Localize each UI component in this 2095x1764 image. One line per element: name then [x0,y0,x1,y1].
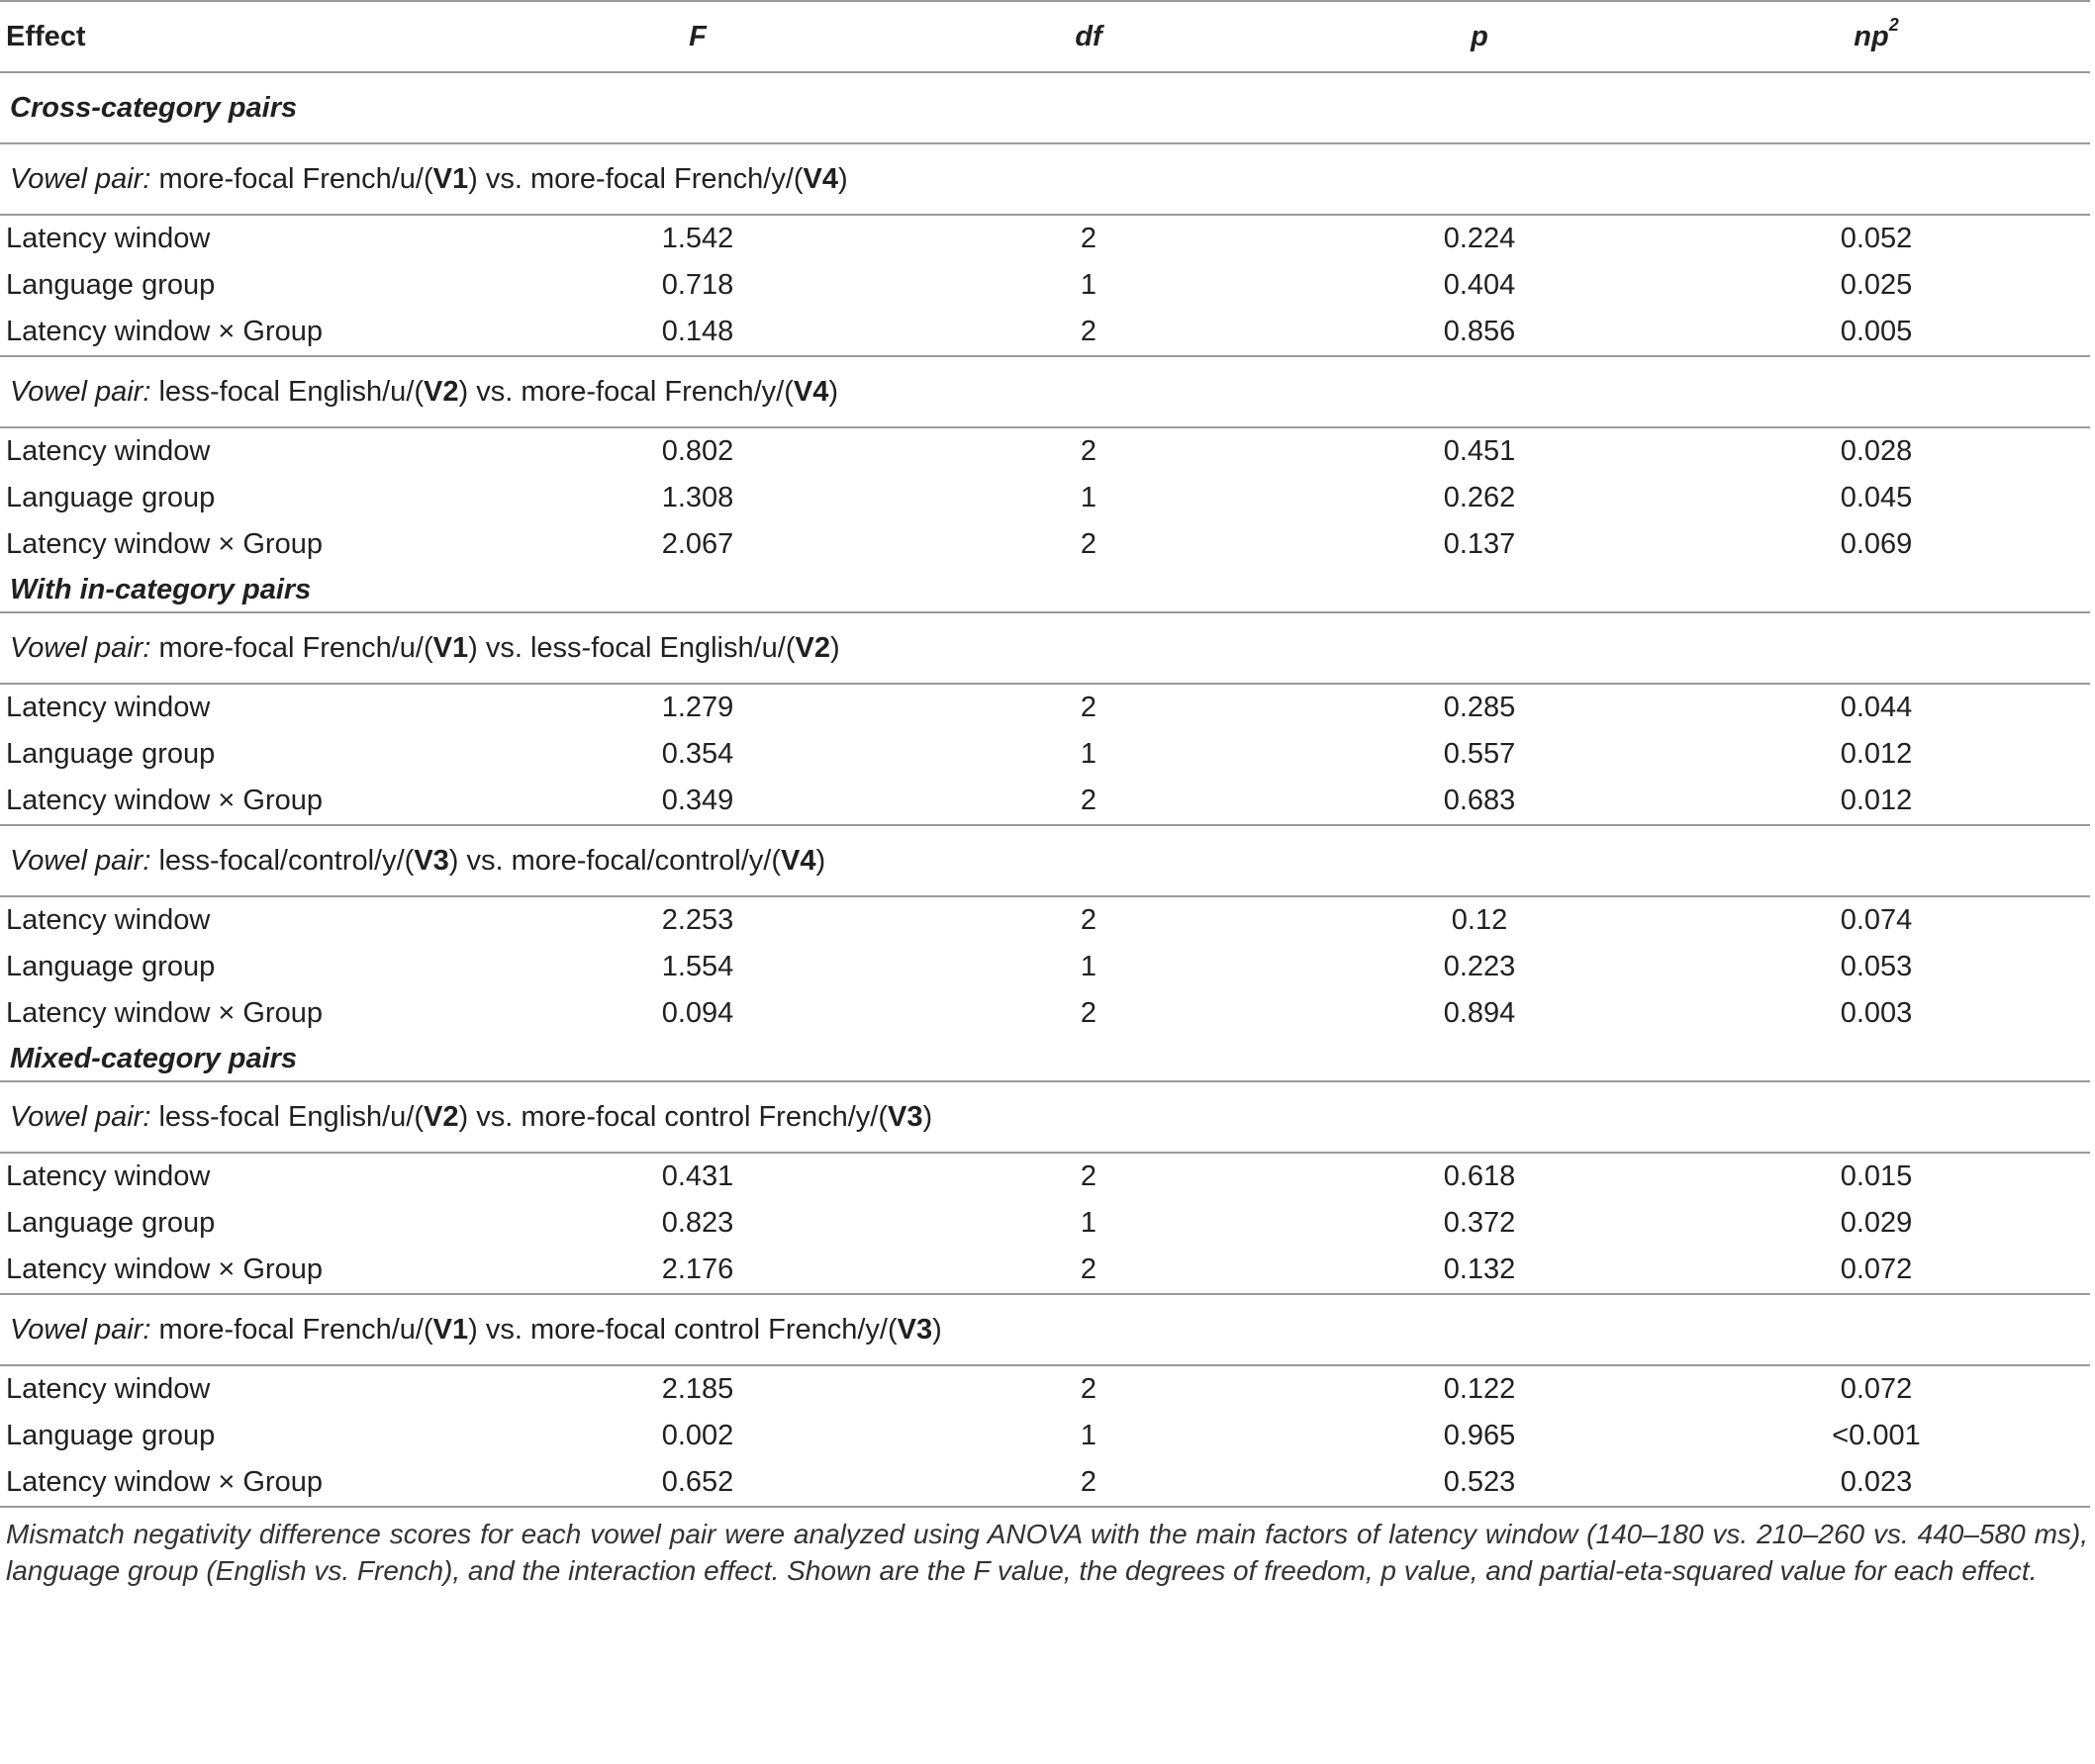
vowel-code: V1 [432,1313,469,1346]
table-footnote: Mismatch negativity difference scores for each vowel pair were analyzed using ANOVA with the main factors of latency window (140–180 vs. 210–260 vs. 440–580 ms), language group (English vs. French), and the interaction effect. Shown are the F value, the degrees of freedom, p value, and partial-eta-squared value for each effect. [6,1519,2088,1586]
vowel-code: V2 [424,1100,459,1133]
cell-f: 1.279 [661,692,734,723]
cell-f: 2.176 [661,1253,734,1285]
vowel-pair-text: ) [838,162,848,195]
vowel-pair-text: ) [828,375,839,408]
section-row [0,1037,2090,1081]
vowel-pair-text: ) vs. more-focal French/y/( [468,162,804,195]
vowel-pair-label [0,143,2090,215]
cell-np-squared: 0.053 [1840,951,1913,982]
vowel-pair-prefix: Vowel pair: [10,162,151,195]
cell-p: 0.223 [1443,951,1516,982]
cell-effect: Latency window × Group [6,785,323,816]
cell-np-squared: 0.044 [1840,692,1913,723]
cell-df: 2 [1080,1161,1097,1192]
cell-f: 0.148 [661,316,734,347]
vowel-pair-label [0,612,2090,684]
vowel-pair-text: less-focal English/u/( [150,1100,425,1133]
cell-np-squared: <0.001 [1832,1420,1921,1451]
cell-effect: Language group [6,1207,216,1239]
vowel-pair-text: ) vs. more-focal control French/y/( [458,1100,888,1133]
cell-f: 0.094 [661,997,734,1029]
cell-np-squared: 0.045 [1840,482,1913,513]
cell-np-squared: 0.023 [1663,1459,2090,1507]
vowel-code: V1 [432,162,469,195]
cell-p: 0.132 [1443,1253,1516,1285]
header-np-squared [1663,1,2090,72]
table-row [0,990,2090,1037]
table-row [0,309,2090,356]
header-df: df [881,1,1296,72]
cell-np-squared: 0.003 [1840,997,1913,1029]
cell-f: 0.652 [515,1459,881,1507]
table-row [0,896,2090,944]
cell-effect: Language group [6,738,216,770]
vowel-pair-label [0,1294,2090,1365]
vowel-pair-prefix: Vowel pair: [10,1100,151,1133]
cell-effect: Latency window [6,1373,211,1405]
table-row [0,944,2090,990]
cell-df: 2 [1080,785,1097,816]
section-title: Mixed-category pairs [10,1042,298,1074]
vowel-code: V2 [795,631,831,664]
vowel-code: V2 [424,375,459,408]
cell-np-squared: 0.012 [1840,738,1913,770]
cell-df: 2 [1080,1373,1097,1405]
cell-np-squared: 0.029 [1840,1207,1913,1239]
cell-np-squared: 0.074 [1840,904,1913,936]
vowel-pair-prefix: Vowel pair: [10,375,151,408]
vowel-pair-row [0,143,2090,215]
cell-np-squared: 0.069 [1840,528,1913,560]
cell-df: 2 [1080,316,1097,347]
table-body [0,72,2090,1507]
cell-effect: Language group [6,482,216,513]
cell-df: 1 [1080,738,1097,770]
cell-df: 1 [1080,951,1097,982]
vowel-code: V4 [803,162,839,195]
section-title: With in-category pairs [10,573,312,605]
cell-f: 0.354 [661,738,734,770]
cell-df: 1 [1080,1207,1097,1239]
vowel-pair-row [0,1294,2090,1365]
vowel-code: V4 [780,844,816,877]
vowel-pair-label [0,356,2090,427]
table-row [0,684,2090,731]
table-header-row [0,1,2090,72]
cell-effect: Language group [6,269,216,301]
cell-effect: Latency window × Group [6,316,323,347]
cell-effect: Latency window × Group [6,997,323,1029]
cell-p: 0.285 [1443,692,1516,723]
cell-np-squared: 0.025 [1840,269,1913,301]
vowel-pair-prefix: Vowel pair: [10,844,151,877]
cell-effect: Latency window [6,435,211,467]
section-row [0,568,2090,612]
cell-df: 2 [1080,528,1097,560]
cell-p: 0.372 [1443,1207,1516,1239]
header-f: F [515,1,881,72]
vowel-pair-text: less-focal English/u/( [150,375,425,408]
cell-p: 0.683 [1443,785,1516,816]
table-row [0,1153,2090,1200]
vowel-pair-row [0,356,2090,427]
cell-p: 0.523 [1296,1459,1663,1507]
cell-effect: Latency window [6,1161,211,1192]
cell-effect: Language group [6,1420,216,1451]
vowel-pair-text: less-focal/control/y/( [150,844,415,877]
cell-effect: Latency window × Group [0,1459,515,1507]
vowel-pair-text: ) [932,1313,942,1346]
table-row [0,521,2090,568]
cell-f: 1.542 [661,223,734,254]
cell-p: 0.618 [1443,1161,1516,1192]
table-row [0,731,2090,778]
section-title: Cross-category pairs [10,91,298,124]
table-row [0,262,2090,309]
cell-f: 2.185 [661,1373,734,1405]
cell-df: 1 [1080,482,1097,513]
cell-df: 1 [1080,1420,1097,1451]
cell-effect: Latency window × Group [6,528,323,560]
table-row [0,427,2090,475]
vowel-pair-text: ) vs. more-focal control French/y/( [468,1313,898,1346]
cell-p: 0.965 [1443,1420,1516,1451]
vowel-code: V4 [793,375,829,408]
section-row [0,72,2090,143]
cell-effect: Latency window [6,223,211,254]
vowel-pair-text: ) vs. more-focal/control/y/( [448,844,781,877]
table-row [0,1459,2090,1507]
cell-p: 0.122 [1443,1373,1516,1405]
cell-np-squared: 0.005 [1840,316,1913,347]
cell-df: 2 [1080,223,1097,254]
vowel-pair-label [0,1081,2090,1153]
cell-effect: Latency window × Group [6,1253,323,1285]
cell-df: 2 [1080,435,1097,467]
cell-effect: Language group [6,951,216,982]
table-row [0,1200,2090,1247]
cell-effect: Latency window [6,692,211,723]
vowel-pair-text: more-focal French/u/( [150,631,433,664]
table-row [0,1365,2090,1413]
table-row [0,778,2090,825]
cell-p: 0.404 [1443,269,1516,301]
table-row [0,475,2090,521]
header-effect: Effect [0,1,515,72]
table-row [0,215,2090,262]
cell-np-squared: 0.015 [1840,1161,1913,1192]
header-np-superscript: 2 [1888,14,1899,35]
cell-df: 2 [1080,904,1097,936]
header-p: p [1296,1,1663,72]
vowel-code: V3 [414,844,449,877]
cell-f: 0.718 [661,269,734,301]
vowel-code: V3 [897,1313,933,1346]
cell-p: 0.262 [1443,482,1516,513]
cell-f: 1.308 [661,482,734,513]
cell-p: 0.894 [1443,997,1516,1029]
cell-f: 0.802 [661,435,734,467]
cell-p: 0.856 [1443,316,1516,347]
vowel-pair-text: ) [922,1100,933,1133]
vowel-pair-text: more-focal French/u/( [150,1313,433,1346]
cell-f: 0.002 [661,1420,734,1451]
cell-f: 2.067 [661,528,734,560]
vowel-pair-text: ) vs. less-focal English/u/( [468,631,796,664]
cell-f: 0.349 [661,785,734,816]
cell-p: 0.137 [1443,528,1516,560]
vowel-pair-text: ) [830,631,840,664]
cell-p: 0.224 [1443,223,1516,254]
cell-p: 0.451 [1443,435,1516,467]
vowel-code: V3 [888,1100,923,1133]
vowel-pair-label [0,825,2090,896]
cell-df: 2 [1080,1253,1097,1285]
cell-df: 2 [881,1459,1296,1507]
vowel-pair-prefix: Vowel pair: [10,1313,151,1346]
cell-np-squared: 0.028 [1840,435,1913,467]
vowel-pair-text: ) [815,844,826,877]
header-np: np [1854,20,1889,52]
cell-f: 2.253 [661,904,734,936]
cell-np-squared: 0.072 [1840,1253,1913,1285]
cell-p: 0.12 [1451,904,1508,936]
cell-p: 0.557 [1443,738,1516,770]
cell-effect: Latency window [6,904,211,936]
cell-np-squared: 0.012 [1840,785,1913,816]
vowel-pair-text: ) vs. more-focal French/y/( [458,375,794,408]
vowel-pair-row [0,1081,2090,1153]
cell-f: 0.823 [661,1207,734,1239]
cell-np-squared: 0.072 [1840,1373,1913,1405]
table-row [0,1247,2090,1294]
vowel-code: V1 [432,631,469,664]
cell-df: 2 [1080,997,1097,1029]
cell-df: 2 [1080,692,1097,723]
vowel-pair-row [0,612,2090,684]
cell-np-squared: 0.052 [1840,223,1913,254]
cell-df: 1 [1080,269,1097,301]
cell-f: 1.554 [661,951,734,982]
cell-f: 0.431 [661,1161,734,1192]
vowel-pair-prefix: Vowel pair: [10,631,151,664]
vowel-pair-text: more-focal French/u/( [150,162,433,195]
table-row [0,1413,2090,1459]
vowel-pair-row [0,825,2090,896]
